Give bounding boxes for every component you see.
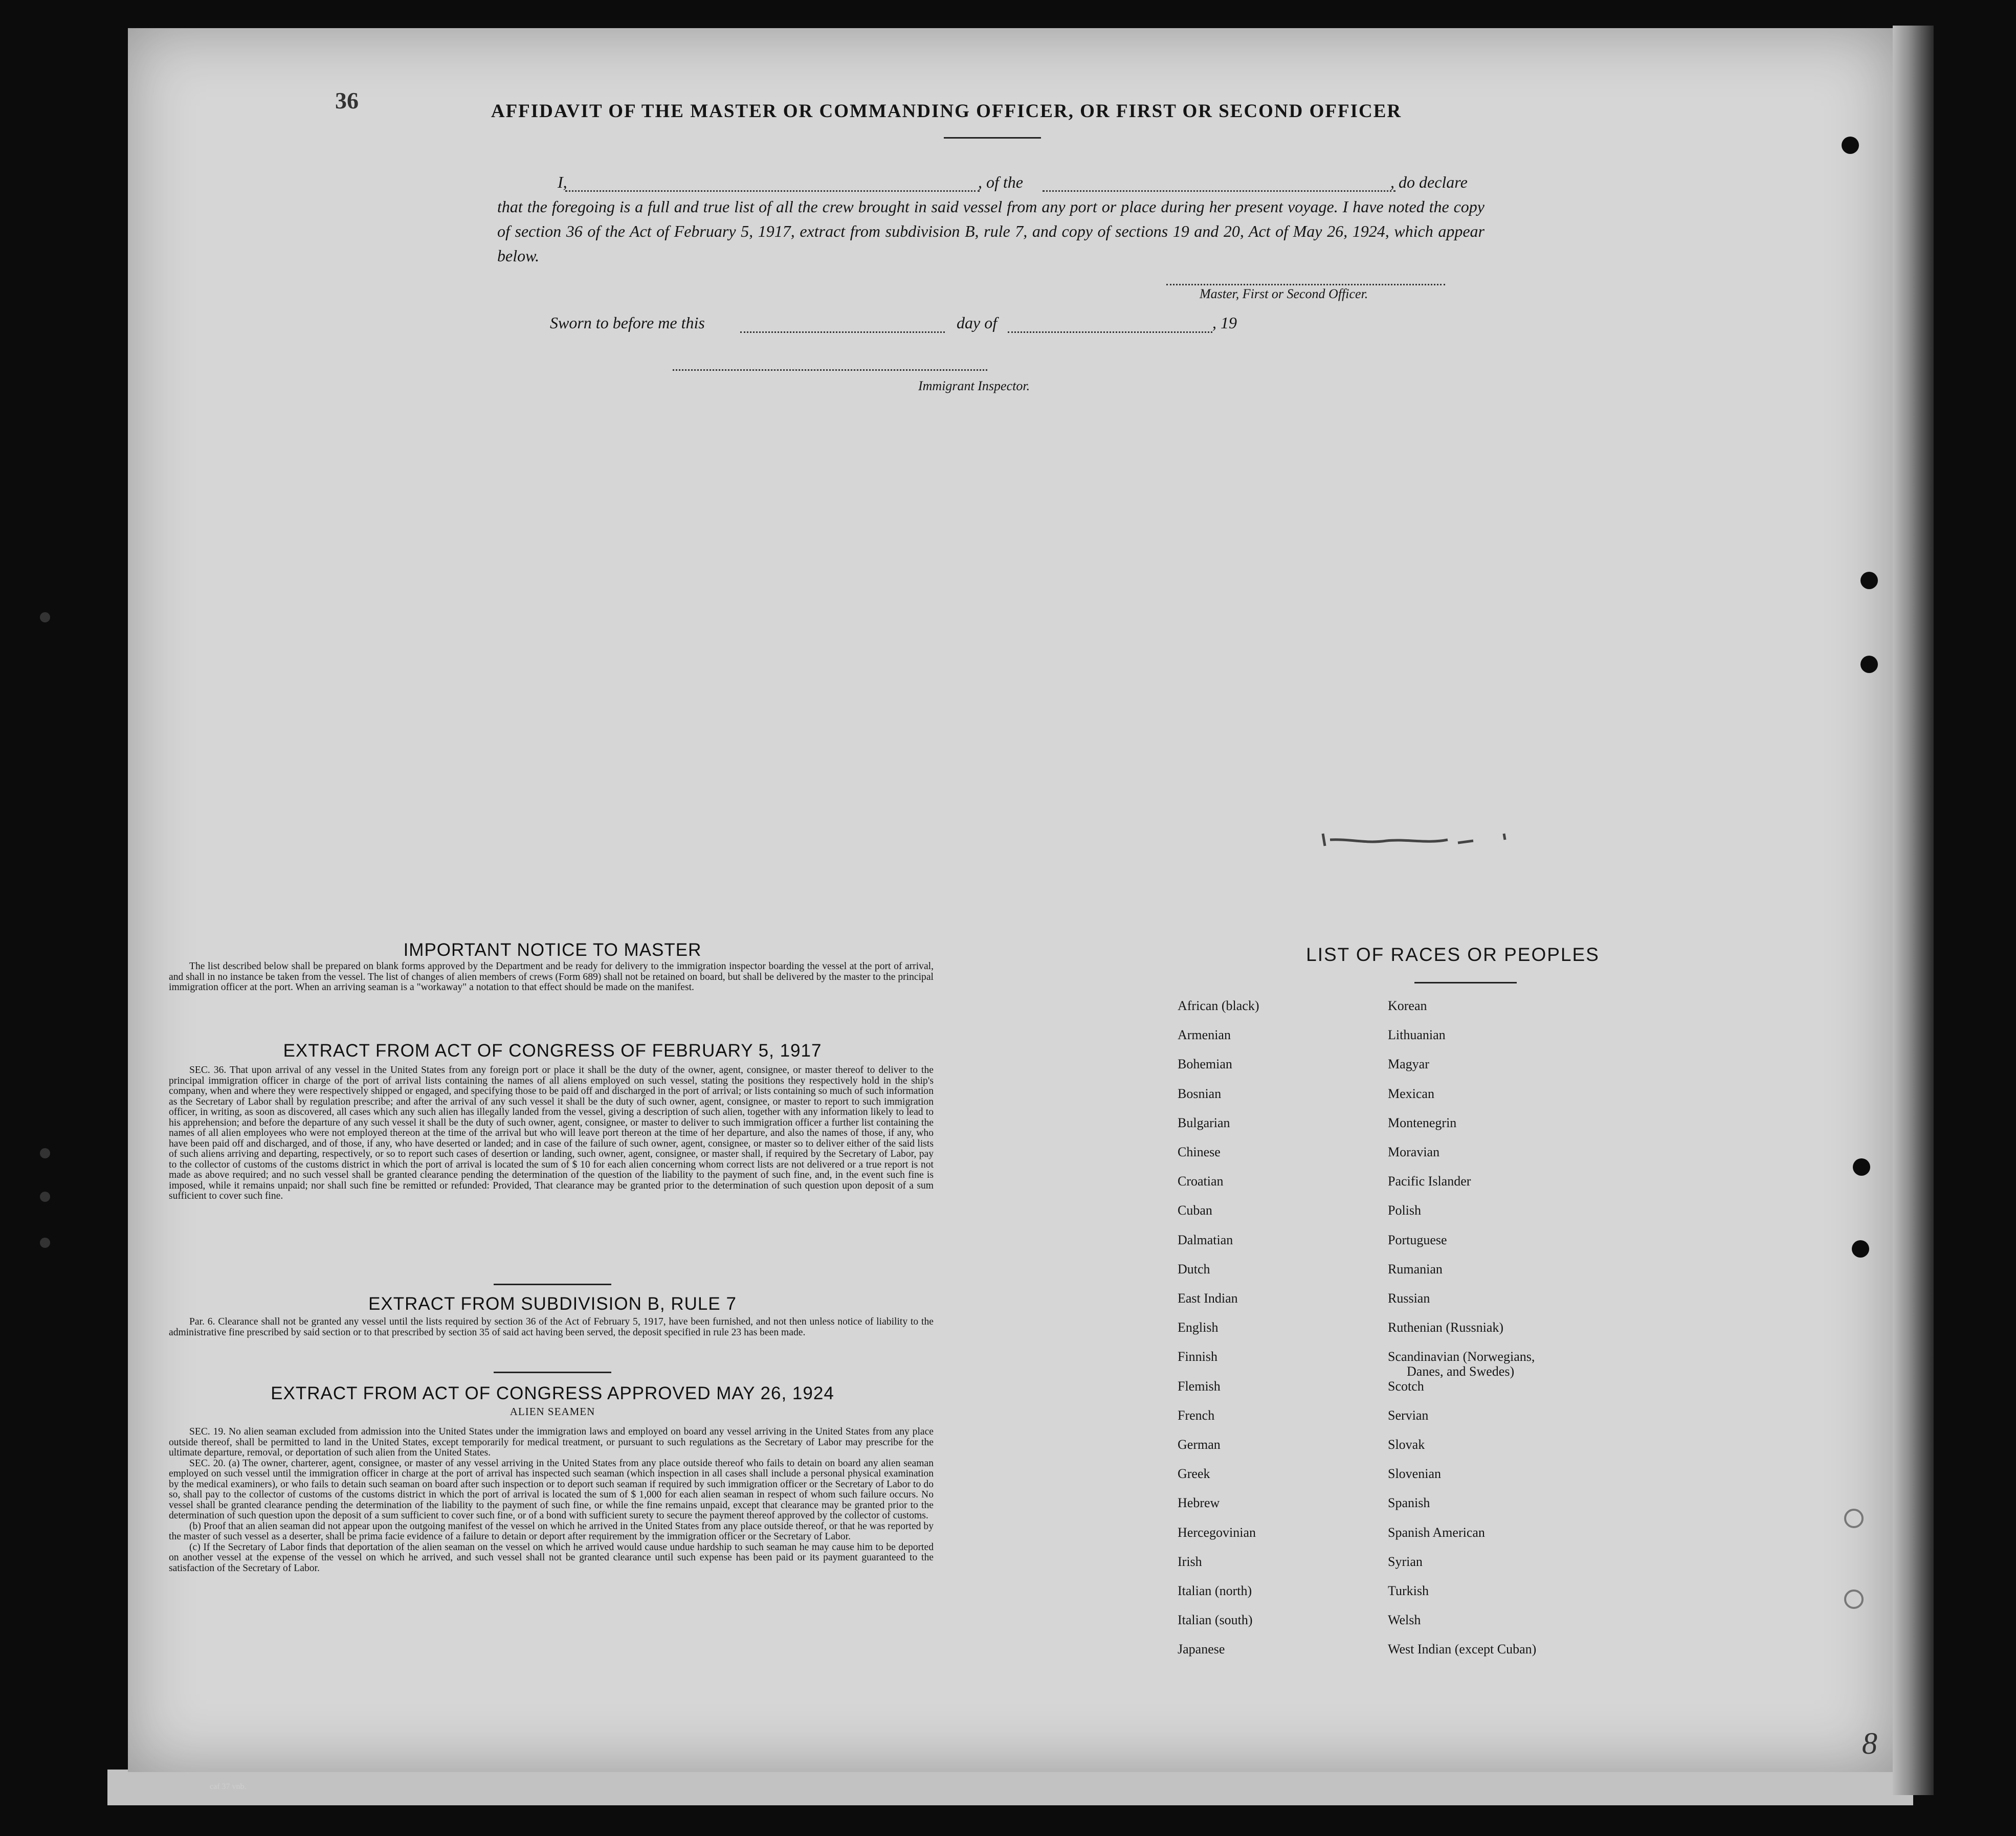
ink-scribble [1320,813,1514,854]
affidavit-of-the-label: , of the [978,173,1023,191]
race-item: German [1178,1437,1221,1452]
race-item: West Indian (except Cuban) [1388,1642,1537,1657]
race-item: Chinese [1178,1145,1221,1159]
race-item: English [1178,1320,1219,1335]
race-item: African (black) [1178,998,1259,1013]
race-item: Spanish American [1388,1525,1485,1540]
title-rule [944,137,1041,139]
race-item: Danes, and Swedes) [1407,1364,1515,1379]
race-item: Cuban [1178,1203,1212,1218]
race-item: Greek [1178,1466,1210,1482]
race-item: Italian (north) [1178,1583,1252,1598]
race-item: Bosnian [1178,1086,1222,1101]
page-edge-shadow [1893,26,1934,1795]
punch-hole [1844,1589,1864,1609]
race-item: Irish [1178,1554,1202,1569]
sec20b-para [169,1521,934,1542]
race-item: Polish [1388,1203,1422,1218]
extract-1917-title: EXTRACT FROM ACT OF CONGRESS OF FEBRUARY 5, 1917 [283,1041,822,1061]
race-item: Turkish [1388,1583,1429,1598]
sworn-day-blank[interactable] [740,331,945,333]
punch-hole [40,1238,50,1248]
race-item: Slovak [1388,1437,1425,1452]
day-of-label: day of [957,314,998,332]
affidavit-i-label: I, [558,173,567,191]
sec20b-text: (b) Proof that an alien seaman did not appear upon the outgoing manifest of the vessel on which he arrived in the United States from any place outside thereof, or that he was reported by the master of such vessel as a deserter, shall be prima facie evidence of a failure to detain or deport after requirement by the immigration officer or the Secretary of Labor. [169,1520,934,1542]
race-item: French [1178,1407,1215,1423]
race-item: Mexican [1388,1086,1434,1101]
punch-hole [40,1192,50,1202]
race-item: Moravian [1388,1145,1440,1159]
race-item: Syrian [1388,1554,1423,1569]
rule7-title: EXTRACT FROM SUBDIVISION B, RULE 7 [368,1294,737,1314]
sec19-text: SEC. 19. No alien seaman excluded from admission into the United States under the immigration laws and employed on board any vessel arriving in the United States from any place outside thereof, shall be permitted to land in the United States, except temporarily for medical treatment, or pursuant to such regulations as the Secretary of Labor may prescribe for the ultimate departure, removal, or deportation of such alien from the United States. [169,1426,934,1458]
sec20c-text: (c) If the Secretary of Labor finds that deportation of the alien seaman on the vessel on which he arrived would cause undue hardship to such seaman he may cause him to be deported on another vessel at the expense of the vessel on which he arrived, and such vessel shall not be granted clearance until such expense has been paid or its payment guaranteed to the satisfaction of the Secretary of Labor. [169,1541,934,1574]
extract-1924-body [169,1427,934,1574]
race-item: East Indian [1178,1291,1238,1306]
extract-1924-title: EXTRACT FROM ACT OF CONGRESS APPROVED MAY 26, 1924 [271,1383,834,1403]
sec20a-text: SEC. 20. (a) The owner, charterer, agent, consignee, or master of any vessel arriving in the United States from any place outside thereof who fails to detain on board any alien seaman employed on such vessel until the immigration officer in charge at the port of arrival has inspected such seaman (which inspection in all cases shall include a personal physical examination by the medical examiners), or who fails to detain such seaman on board after such inspection or to deport such seaman if required by such immigration officer or the Secretary of Labor to do so, shall pay to the collector of customs of the customs district in which the port of arrival is located the sum of $ 1,000 for each alien seaman in respect of whom such failure occurs. No vessel shall be granted clearance pending the determination of the liability to the payment of such fine, or while the fine remains unpaid, except that clearance may be granted prior to the determination of such question upon the deposit of a sum sufficient to cover such fine, or of a bond with sufficient surety to secure the payment thereof approved by the collector of customs. [169,1458,934,1521]
underlying-sheet [107,1770,1913,1805]
race-item: Pacific Islander [1388,1174,1471,1189]
races-title: LIST OF RACES OR PEOPLES [1306,944,1600,965]
master-signature-line[interactable] [1166,284,1445,285]
sworn-month-blank[interactable] [1008,331,1212,333]
name-blank[interactable] [565,190,980,192]
race-item: Scandinavian (Norwegians, [1388,1349,1535,1364]
race-item: Bohemian [1178,1057,1232,1072]
race-item: Montenegrin [1388,1115,1457,1130]
race-item: Slovenian [1388,1466,1441,1482]
form-code-mark: caf 37 vnb. [210,1782,247,1791]
sworn-label: Sworn to before me this [550,314,705,332]
punch-hole [1860,572,1878,589]
punch-hole [1842,137,1859,154]
race-item: Spanish [1388,1495,1430,1511]
affidavit-title: AFFIDAVIT OF THE MASTER OR COMMANDING OFFICER, OR FIRST OR SECOND OFFICER [491,101,1402,122]
races-title-rule [1414,982,1517,983]
alien-seamen-subtitle: ALIEN SEAMEN [509,1405,595,1418]
race-item: Portuguese [1388,1232,1447,1247]
race-item: Armenian [1178,1027,1231,1043]
notice-title: IMPORTANT NOTICE TO MASTER [403,940,702,960]
race-item: Korean [1388,998,1427,1013]
punch-hole [1853,1158,1870,1176]
race-item: Magyar [1388,1057,1429,1072]
race-item: Hercegovinian [1178,1525,1256,1540]
extract-1917-body [169,1065,934,1202]
affidavit-declare-label: , do declare [1390,173,1468,191]
affidavit-paragraph: that the foregoing is a full and true list of all the crew brought in said vessel from any port or place during her present voyage. I have noted the copy of section 36 of the Act of February 5, 1917, extract from subdivision B, rule 7, and copy of sections 19 and 20, Act of May 26, 1924, which appear below. [497,197,1485,265]
race-item: Japanese [1178,1642,1225,1657]
punch-hole [1860,656,1878,673]
race-item: Welsh [1388,1613,1421,1628]
punch-hole [40,1148,50,1158]
race-item: Rumanian [1388,1261,1443,1277]
race-item: Lithuanian [1388,1027,1446,1043]
punch-hole [1844,1509,1864,1528]
race-item: Bulgarian [1178,1115,1230,1130]
race-item: Croatian [1178,1174,1224,1189]
rule7-text: Par. 6. Clearance shall not be granted any vessel until the lists required by section 36 of the Act of February 5, 1917, have been furnished, and not then unless notice of liability to the administrative fine prescribed by said section or to that prescribed by section 35 of said act having been served, the deposit specified in rule 23 has been made. [169,1316,934,1338]
page-number-mark: 36 [335,87,359,114]
handwritten-mark: 8 [1862,1727,1877,1760]
year-label: , 19 [1212,314,1237,332]
race-item: Italian (south) [1178,1613,1253,1628]
race-item: Finnish [1178,1349,1218,1364]
punch-hole [40,612,50,622]
section-rule-2 [494,1372,611,1373]
sec20a-para [169,1459,934,1521]
race-item: Ruthenian (Russniak) [1388,1320,1504,1335]
race-item: Hebrew [1178,1495,1220,1511]
section-rule [494,1284,611,1285]
inspector-label: Immigrant Inspector. [918,378,1030,393]
notice-body-text: The list described below shall be prepared on blank forms approved by the Department and be ready for delivery to the immigration inspector boarding the vessel at the port of arrival, and shall in no instance be taken from the vessel. The list of changes of alien members of crews (Form 689) shall not be retained on board, but shall be delivered by the master to the principal immigration officer at the port. When an arriving seaman is a "workaway" a notation to that effect should be made on the manifest. [169,961,934,993]
sec19-para [169,1427,934,1459]
extract-1917-text: SEC. 36. That upon arrival of any vessel in the United States from any foreign port or place it shall be the duty of the owner, agent, consignee, or master thereof to deliver to the principal immigration officer in charge of the port of arrival lists containing the names of all aliens employed on such vessel, stating the positions they respectively hold in the ship's company, when and where they were respectively shipped or engaged, and specifying those to be paid off and discharged in the port of arrival; or lists containing so much of such information as the Secretary of Labor shall by regulation prescribe; and after the arrival of any such vessel it shall be the duty of such owner, agent, consignee, or master to report to such immigration officer, in writing, as soon as discovered, all cases which any such alien has illegally landed from the vessel, giving a description of such alien, together with any information likely to lead to his apprehension; and before the departure of any such vessel it shall be the duty of such owner, agent, consignee, or master to deliver to such immigration officer a further list containing the names of all alien employees who were not employed thereon at the time of the arrival but who will leave port thereon at the time of her departure, and also the names of those, if any, who have been paid off and discharged, and of those, if any, who have deserted or landed; and in case of the failure of such owner, agent, consignee, or master so to deliver either of the said lists of such aliens arriving and departing, respectively, or so to report such cases of desertion or landing, such owner, agent, consignee, or master shall, if required by the Secretary of Labor, pay to the collector of customs of the customs district in which the port of arrival is located the sum of $ 10 for each alien concerning whom correct lists are not delivered or a true report is not made as above required; and no such vessel shall be granted clearance pending the determination of the question of the liability to the payment of such fine, and, in the event such fine is imposed, while it remains unpaid; nor shall such fine be remitted or refunded: Provided, That clearance may be granted prior to the determination of such question upon deposit of a sum sufficient to cover such fine. [169,1065,934,1201]
race-item: Servian [1388,1407,1429,1423]
race-item: Flemish [1178,1378,1221,1394]
race-item: Dutch [1178,1261,1210,1277]
sec20c-para [169,1542,934,1574]
rule7-body [169,1317,934,1338]
vessel-blank[interactable] [1043,190,1395,192]
race-item: Dalmatian [1178,1232,1233,1247]
race-item: Scotch [1388,1378,1424,1394]
punch-hole [1852,1240,1869,1258]
notice-body [169,961,934,993]
master-signature-label: Master, First or Second Officer. [1200,286,1368,301]
race-item: Russian [1388,1291,1430,1306]
inspector-signature-line[interactable] [673,369,987,371]
